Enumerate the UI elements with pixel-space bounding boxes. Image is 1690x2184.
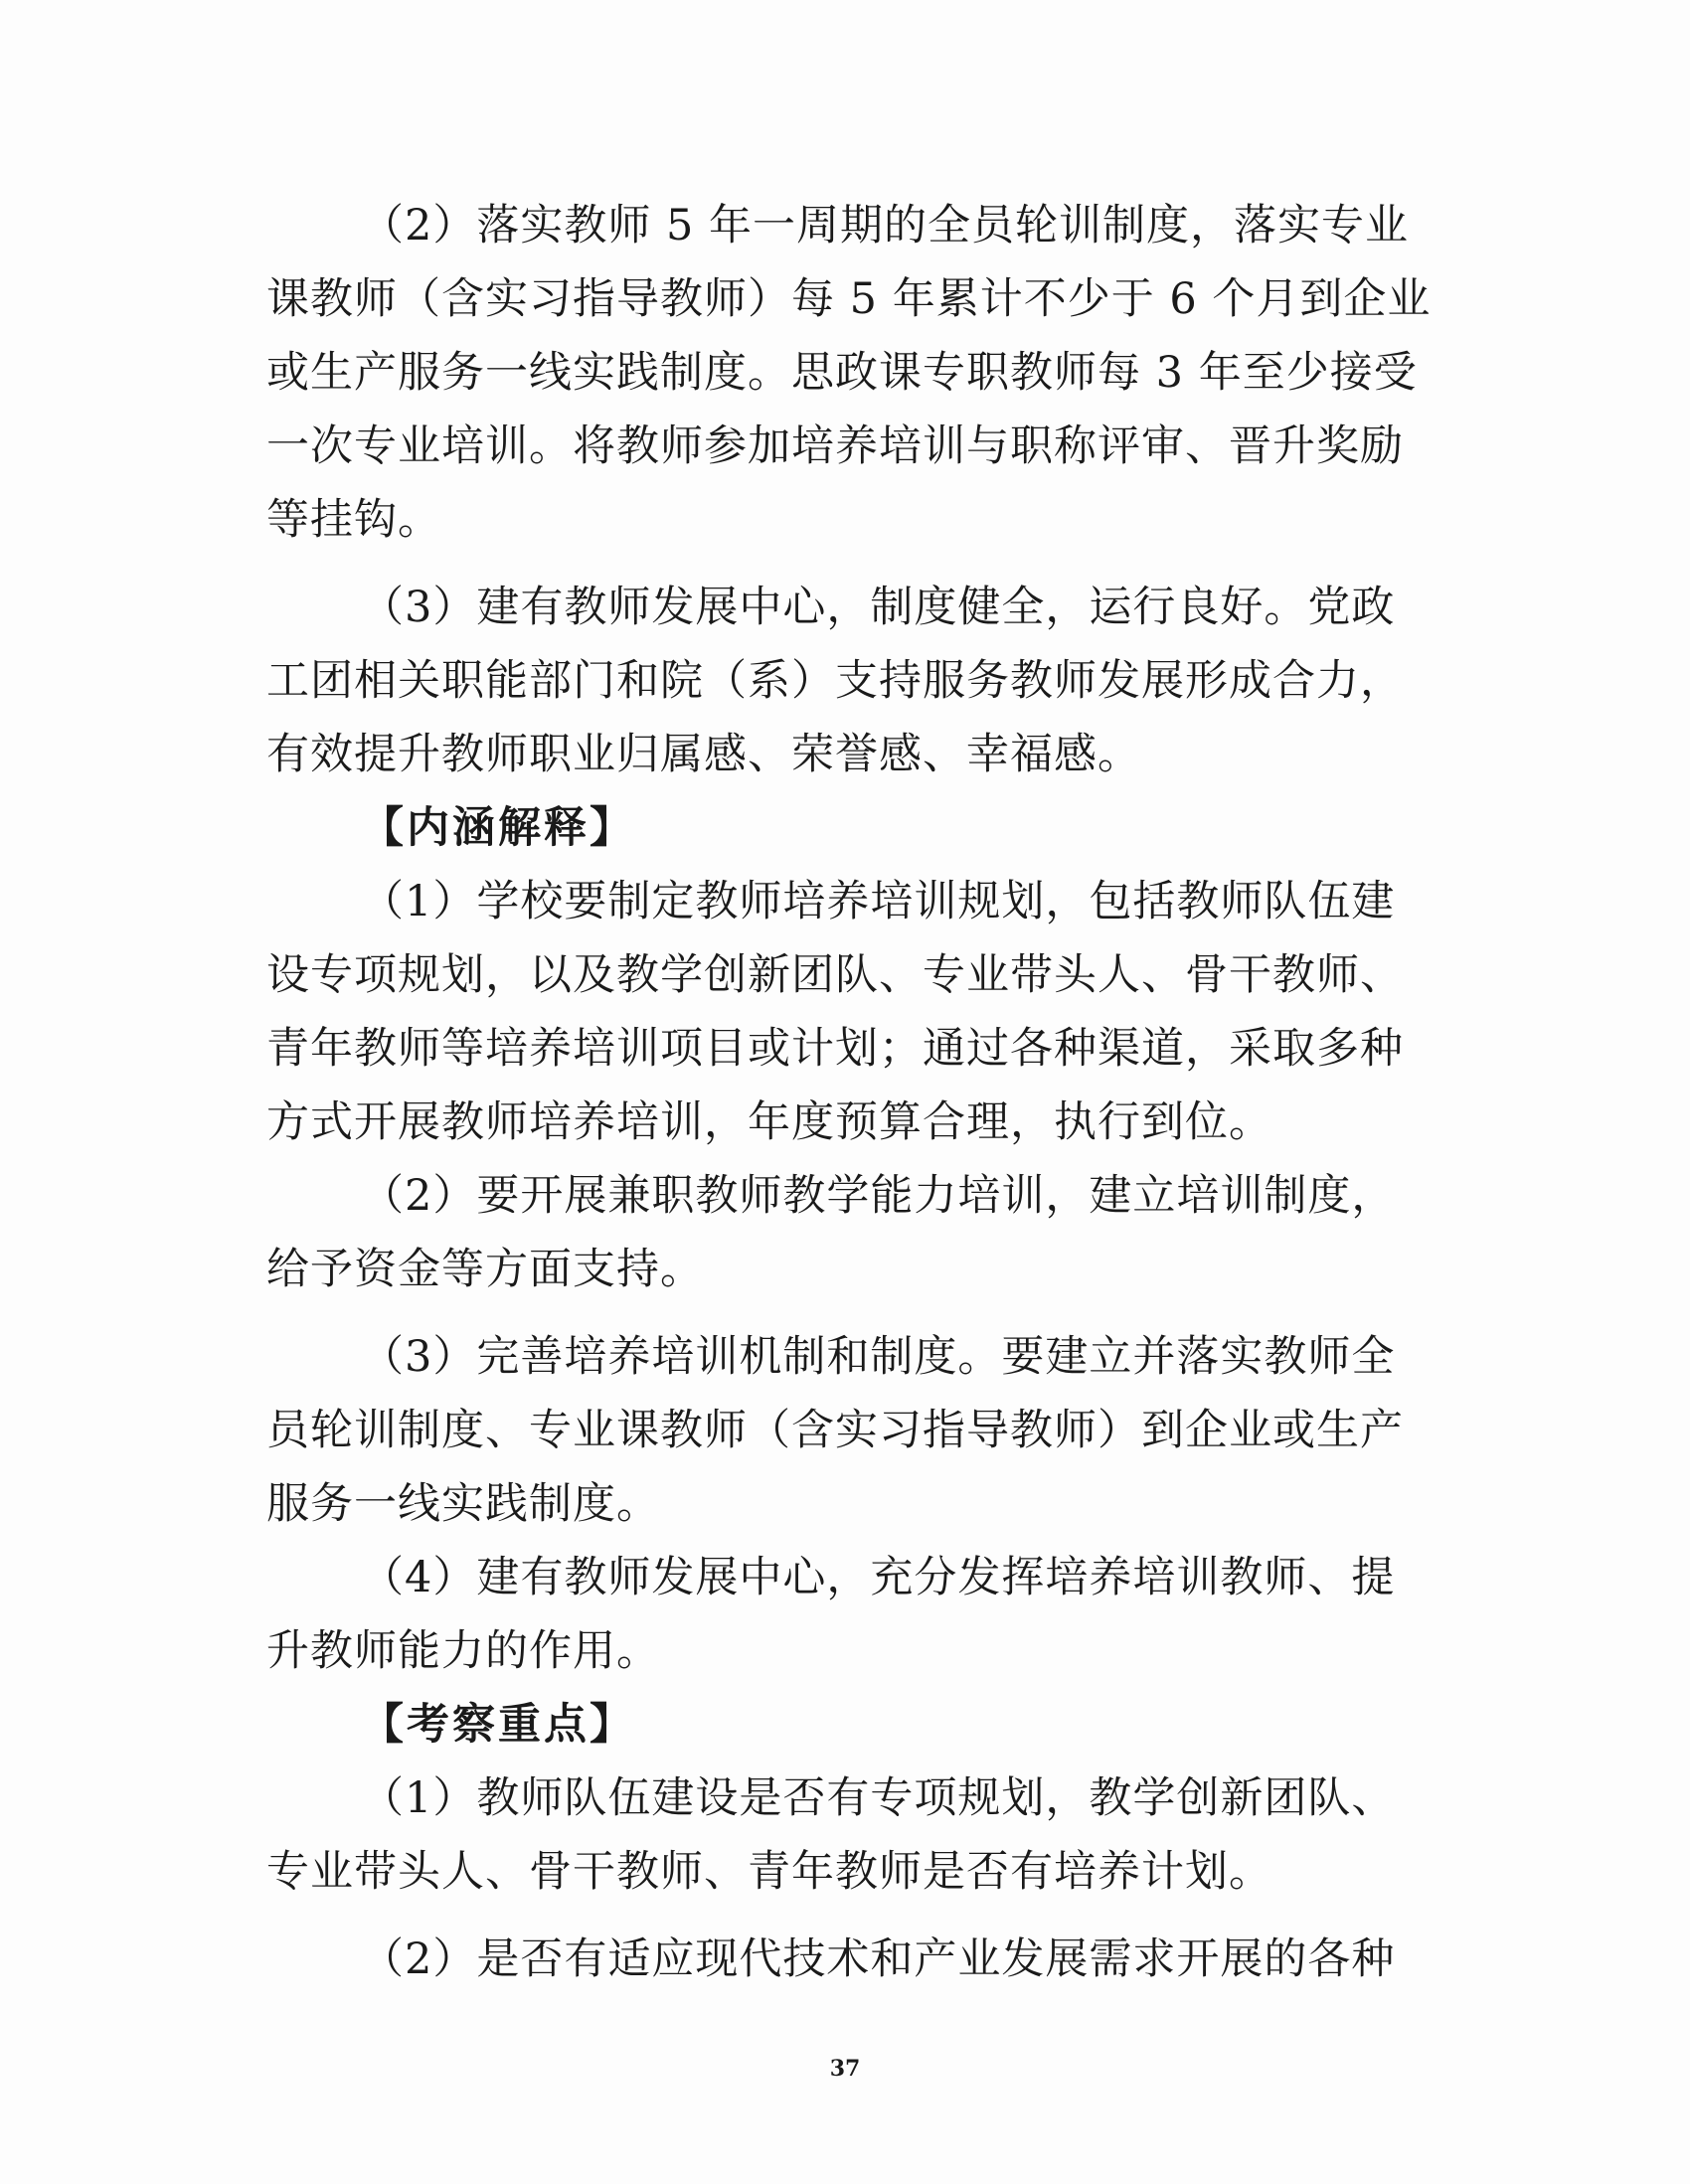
text-line: 课教师（含实习指导教师）每 5 年累计不少于 6 个月到企业 (266, 274, 1432, 324)
paragraph-focus-2 (266, 1923, 1396, 1996)
text-line: 有效提升教师职业归属感、荣誉感、幸福感。 (266, 730, 1141, 779)
paragraph-connotation-1 (266, 865, 1404, 1159)
text-line: 等挂钩。 (266, 495, 441, 545)
text-line: 方式开展教师培养培训，年度预算合理，执行到位。 (266, 1097, 1272, 1147)
section-heading-connotation (266, 791, 1380, 865)
paragraph-focus-1 (266, 1762, 1396, 1909)
text-line: 服务一线实践制度。 (266, 1479, 660, 1529)
text-line: （2）要开展兼职教师教学能力培训，建立培训制度， (361, 1171, 1396, 1221)
text-line: 员轮训制度、专业课教师（含实习指导教师）到企业或生产 (266, 1406, 1404, 1455)
heading-text: 【内涵解释】 (361, 803, 635, 853)
body-text (266, 189, 1432, 1996)
heading-text: 【考察重点】 (361, 1700, 635, 1750)
text-line: （3）建有教师发展中心，制度健全，运行良好。党政 (361, 583, 1396, 632)
text-line: （2）落实教师 5 年一周期的全员轮训制度，落实专业 (361, 201, 1410, 251)
paragraph-connotation-2 (266, 1159, 1396, 1306)
text-line: （1）教师队伍建设是否有专项规划，教学创新团队、 (361, 1773, 1396, 1823)
text-line: （4）建有教师发展中心，充分发挥培养培训教师、提 (361, 1553, 1396, 1602)
section-heading-focus (266, 1688, 1380, 1762)
text-line: 给予资金等方面支持。 (266, 1245, 704, 1294)
text-line: 升教师能力的作用。 (266, 1626, 660, 1676)
text-line: 一次专业培训。将教师参加培养培训与职称评审、晋升奖励 (266, 421, 1404, 471)
paragraph-connotation-3 (266, 1320, 1404, 1541)
text-line: （3）完善培养培训机制和制度。要建立并落实教师全 (361, 1332, 1396, 1382)
text-line: 工团相关职能部门和院（系）支持服务教师发展形成合力， (266, 656, 1404, 706)
text-line: 青年教师等培养培训项目或计划；通过各种渠道，采取多种 (266, 1024, 1404, 1074)
paragraph-requirement-2 (266, 189, 1432, 557)
page-number: 37 (829, 2056, 861, 2082)
text-line: （2）是否有适应现代技术和产业发展需求开展的各种 (361, 1934, 1396, 1984)
text-line: 或生产服务一线实践制度。思政课专职教师每 3 年至少接受 (266, 348, 1418, 398)
text-line: （1）学校要制定教师培养培训规划，包括教师队伍建 (361, 877, 1396, 926)
paragraph-connotation-4 (266, 1541, 1396, 1688)
text-line: 设专项规划，以及教学创新团队、专业带头人、骨干教师、 (266, 950, 1404, 1000)
paragraph-requirement-3 (266, 571, 1404, 791)
text-line: 专业带头人、骨干教师、青年教师是否有培养计划。 (266, 1847, 1272, 1897)
